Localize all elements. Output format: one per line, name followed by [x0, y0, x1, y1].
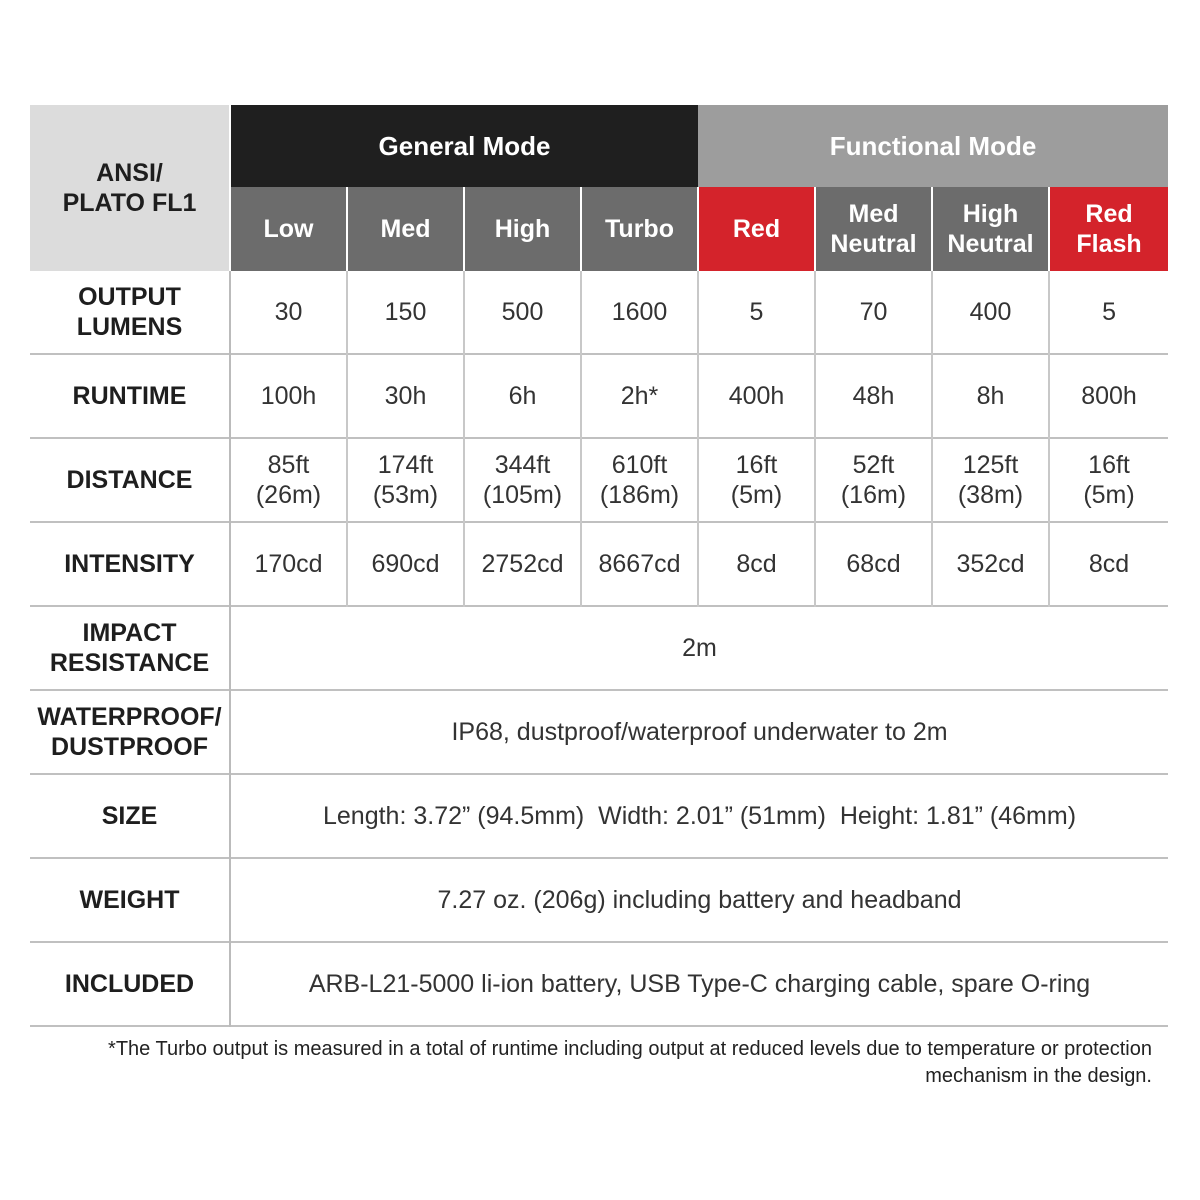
cell-value: 70 [815, 271, 932, 354]
mode-high-neutral: High Neutral [932, 187, 1049, 271]
row-output-lumens [30, 271, 1168, 354]
cell-value: 16ft (5m) [1083, 451, 1135, 509]
cell-value: 800h [1081, 382, 1137, 410]
footnote: *The Turbo output is measured in a total of runtime including output at reduced levels due to temperature or protection mechanism in the design. [108, 1038, 1152, 1087]
mode-med-neutral: Med Neutral [815, 187, 932, 271]
cell-value: IP68, dustproof/waterproof underwater to 2m [451, 717, 948, 746]
mode-group-row [30, 105, 1168, 187]
row-label: OUTPUT LUMENS [30, 271, 230, 354]
cell-value: 2m [682, 633, 717, 662]
cell-value: 8667cd [581, 522, 698, 606]
cell-value: 170cd [230, 522, 347, 606]
cell-value: 400h [698, 354, 815, 438]
row-impact-resistance [30, 606, 1168, 690]
cell-value: 690cd [347, 522, 464, 606]
row-label: IMPACT RESISTANCE [30, 606, 230, 690]
row-included [30, 942, 1168, 1026]
mode-med: Med [347, 187, 464, 271]
cell-value: ARB-L21-5000 li-ion battery, USB Type-C charging cable, spare O-ring [308, 969, 1091, 998]
cell-value: 8cd [698, 522, 815, 606]
row-label: DISTANCE [30, 438, 230, 522]
row-runtime [30, 354, 1168, 438]
cell-value: 6h [464, 354, 581, 438]
cell-value: 5 [698, 271, 815, 354]
cell-value: 30 [230, 271, 347, 354]
cell-value: 125ft (38m) [932, 438, 1049, 522]
cell-value: 500 [464, 271, 581, 354]
cell-value: 150 [347, 271, 464, 354]
row-label: INTENSITY [30, 522, 230, 606]
cell-value: 7.27 oz. (206g) including battery and headband [437, 885, 962, 914]
mode-turbo: Turbo [581, 187, 698, 271]
row-intensity [30, 522, 1168, 606]
cell-value: 174ft (53m) [347, 438, 464, 522]
mode-red: Red [698, 187, 815, 271]
cell-value: 85ft (26m) [230, 438, 347, 522]
cell-value: 52ft (16m) [815, 438, 932, 522]
general-mode-header: General Mode [230, 105, 698, 187]
cell-value: 1600 [581, 271, 698, 354]
row-label: WEIGHT [30, 858, 230, 942]
functional-mode-header: Functional Mode [698, 105, 1168, 187]
row-distance [30, 438, 1168, 522]
mode-high: High [464, 187, 581, 271]
row-waterproof [30, 690, 1168, 774]
cell-value: 68cd [815, 522, 932, 606]
row-size [30, 774, 1168, 858]
cell-value: 2752cd [464, 522, 581, 606]
mode-low: Low [230, 187, 347, 271]
cell-value: 2h* [581, 354, 698, 438]
row-label: SIZE [30, 774, 230, 858]
row-label: INCLUDED [30, 942, 230, 1026]
mode-red-flash: Red Flash [1049, 187, 1168, 271]
cell-value: 8h [932, 354, 1049, 438]
cell-value: Length: 3.72” (94.5mm) Width: 2.01” (51mm) Height: 1.81” (46mm) [322, 801, 1077, 830]
row-label: RUNTIME [30, 354, 230, 438]
row-weight [30, 858, 1168, 942]
cell-value: 400 [932, 271, 1049, 354]
cell-value: 48h [815, 354, 932, 438]
row-label: WATERPROOF/ DUSTPROOF [30, 690, 230, 774]
spec-table [30, 105, 1168, 1027]
cell-value: 16ft (5m) [698, 438, 815, 522]
cell-value: 8cd [1088, 550, 1130, 578]
cell-value: 100h [230, 354, 347, 438]
standard-label: ANSI/ PLATO FL1 [30, 105, 230, 271]
cell-value: 610ft (186m) [581, 438, 698, 522]
cell-value: 344ft (105m) [464, 438, 581, 522]
cell-value: 5 [1102, 298, 1116, 326]
cell-value: 352cd [932, 522, 1049, 606]
cell-value: 30h [347, 354, 464, 438]
